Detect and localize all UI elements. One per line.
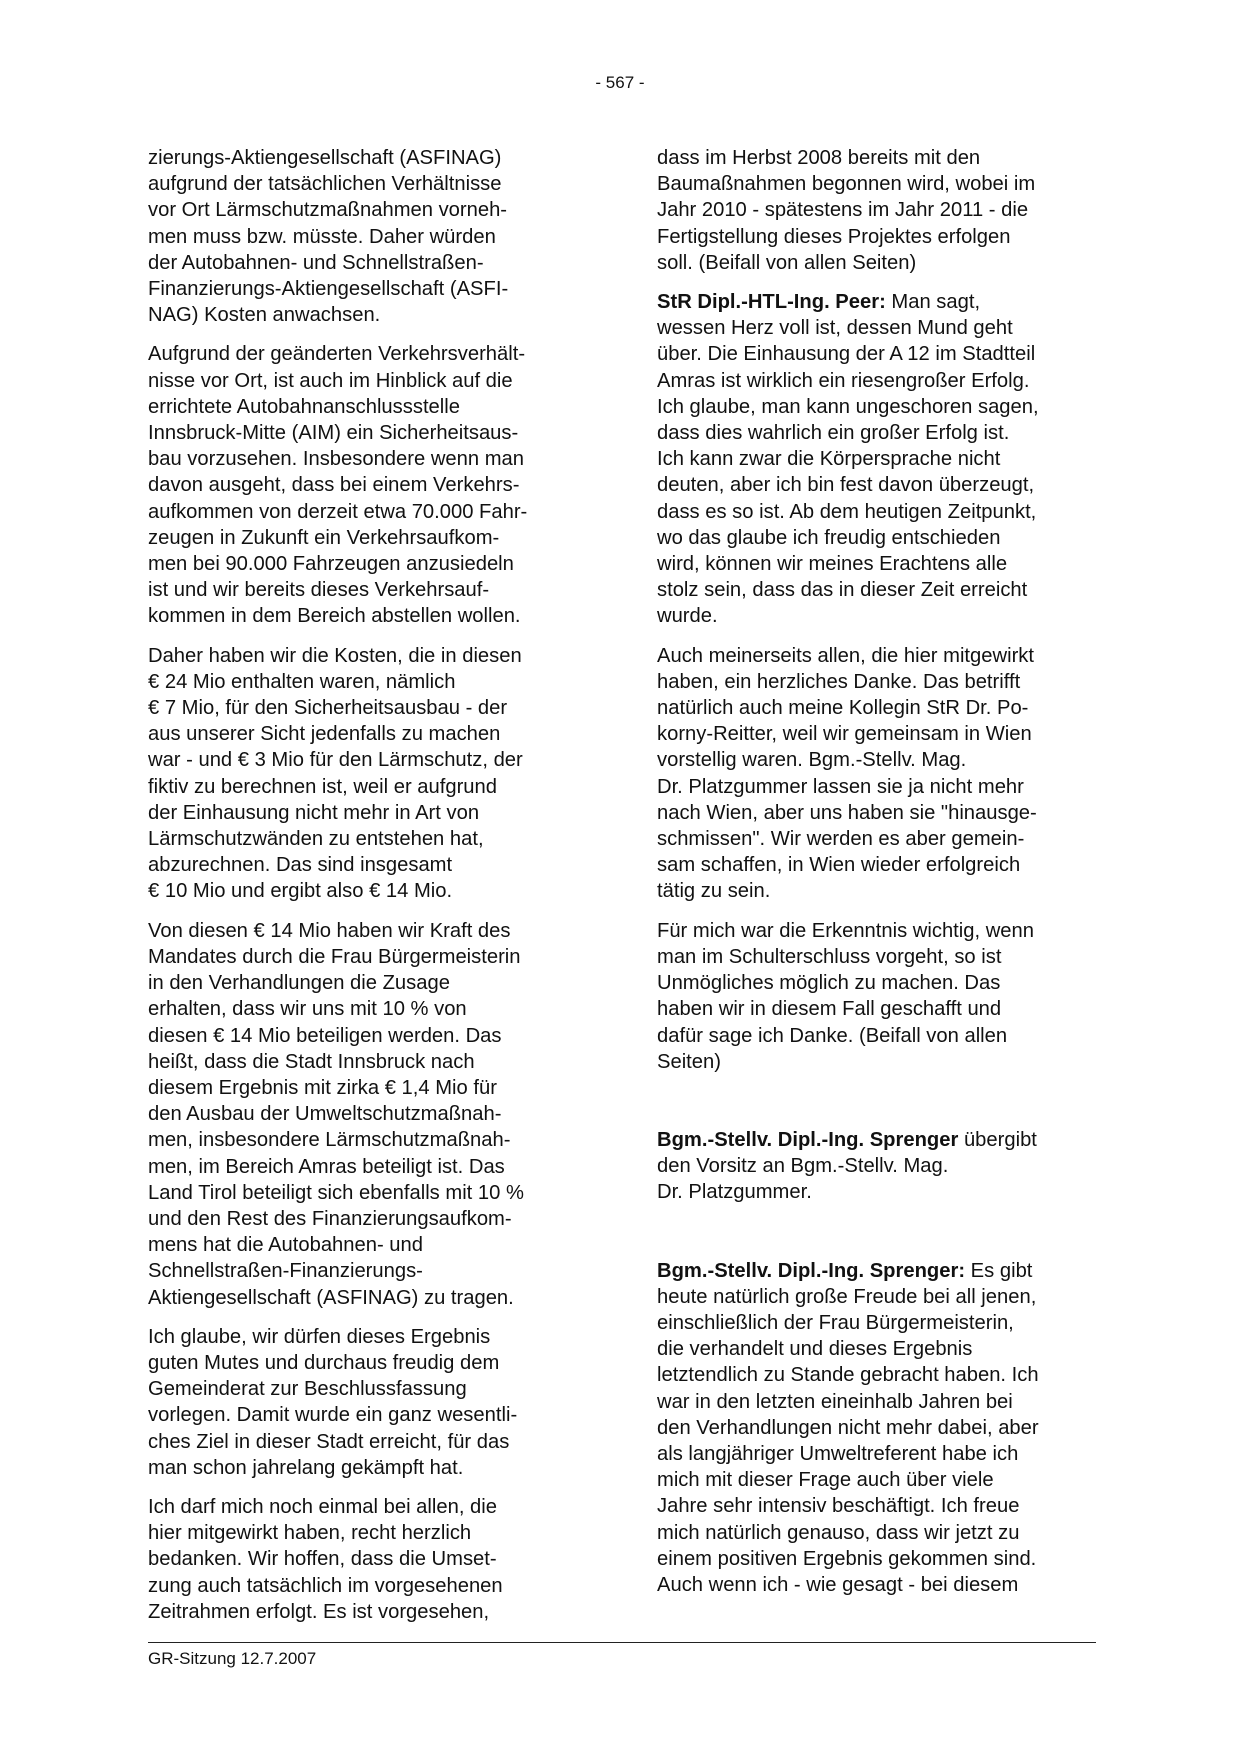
footer-session-date: GR-Sitzung 12.7.2007: [148, 1649, 317, 1668]
paragraph: [148, 1324, 588, 1481]
text-line: davon ausgeht, dass bei einem Verkehrs-: [148, 474, 520, 497]
text-line: wo das glaube ich freudig entschieden: [657, 526, 1001, 549]
page-number: - 567 -: [595, 73, 645, 92]
text-line: kommen in dem Bereich abstellen wollen.: [148, 605, 521, 628]
text-line: Dr. Platzgummer lassen sie ja nicht mehr: [657, 775, 1024, 798]
text-line: war in den letzten eineinhalb Jahren bei: [657, 1390, 1013, 1413]
text-line: Gemeinderat zur Beschlussfassung: [148, 1378, 467, 1401]
text-line: vor Ort Lärmschutzmaßnahmen vorneh-: [148, 199, 508, 222]
text-line: errichtete Autobahnanschlussstelle: [148, 395, 460, 418]
text-line: Jahr 2010 - spätestens im Jahr 2011 - die: [657, 199, 1029, 222]
text-line: der Autobahnen- und Schnellstraßen-: [148, 251, 484, 274]
text-line: den Vorsitz an Bgm.-Stellv. Mag.: [657, 1155, 949, 1178]
text-line: bau vorzusehen. Insbesondere wenn man: [148, 448, 524, 471]
text-line: diesem Ergebnis mit zirka € 1,4 Mio für: [148, 1076, 497, 1099]
text-line: Aktiengesellschaft (ASFINAG) zu tragen.: [148, 1286, 514, 1309]
text-line: dafür sage ich Danke. (Beifall von allen: [657, 1024, 1008, 1047]
text-line: nach Wien, aber uns haben sie "hinausge-: [657, 801, 1037, 824]
text-line: und den Rest des Finanzierungsaufkom-: [148, 1207, 512, 1230]
text-line: Es gibt: [965, 1259, 1033, 1282]
text-line: Ich glaube, wir dürfen dieses Ergebnis: [148, 1325, 491, 1348]
text-line: Ich glaube, man kann ungeschoren sagen,: [657, 395, 1039, 418]
text-line: den Verhandlungen nicht mehr dabei, aber: [657, 1416, 1039, 1439]
text-line: mens hat die Autobahnen- und: [148, 1234, 423, 1257]
text-line: zung auch tatsächlich im vorgesehenen: [148, 1574, 503, 1597]
paragraph: [148, 918, 588, 1311]
text-line: wird, können wir meines Erachtens alle: [657, 553, 1008, 576]
text-line: Schnellstraßen-Finanzierungs-: [148, 1260, 423, 1283]
text-line: diesen € 14 Mio beteiligen werden. Das: [148, 1024, 502, 1047]
text-line: natürlich auch meine Kollegin StR Dr. Po-: [657, 697, 1029, 720]
text-line: Lärmschutzwänden zu entstehen hat,: [148, 828, 484, 851]
text-line: zeugen in Zukunft ein Verkehrsaufkom-: [148, 526, 500, 549]
text-line: heißt, dass die Stadt Innsbruck nach: [148, 1050, 475, 1073]
text-line: einschließlich der Frau Bürgermeisterin,: [657, 1311, 1014, 1334]
text-line: Für mich war die Erkenntnis wichtig, wenn: [657, 919, 1034, 942]
text-line: abzurechnen. Das sind insgesamt: [148, 854, 453, 877]
text-line: tätig zu sein.: [657, 880, 771, 903]
text-line: Aufgrund der geänderten Verkehrsverhält-: [148, 343, 526, 366]
text-line: deuten, aber ich bin fest davon überzeugt,: [657, 474, 1035, 497]
text-line: guten Mutes und durchaus freudig dem: [148, 1351, 500, 1374]
text-line: Auch wenn ich - wie gesagt - bei diesem: [657, 1573, 1019, 1596]
text-line: Zeitrahmen erfolgt. Es ist vorgesehen,: [148, 1600, 490, 1623]
text-line: korny-Reitter, weil wir gemeinsam in Wien: [657, 723, 1032, 746]
text-line: aufkommen von derzeit etwa 70.000 Fahr-: [148, 500, 528, 523]
text-line: in den Verhandlungen die Zusage: [148, 972, 450, 995]
text-line: hier mitgewirkt haben, recht herzlich: [148, 1522, 472, 1545]
text-line: Mandates durch die Frau Bürgermeisterin: [148, 945, 521, 968]
text-line: dass es so ist. Ab dem heutigen Zeitpunkt,: [657, 500, 1037, 523]
text-line: bedanken. Wir hoffen, dass die Umset-: [148, 1548, 497, 1571]
text-line: Amras ist wirklich ein riesengroßer Erfolg.: [657, 369, 1030, 392]
text-line: vorstellig waren. Bgm.-Stellv. Mag.: [657, 749, 967, 772]
text-line: Land Tirol beteiligt sich ebenfalls mit 10 %: [148, 1181, 524, 1204]
text-line: sam schaffen, in Wien wieder erfolgreich: [657, 854, 1021, 877]
text-line: heute natürlich große Freude bei all jenen,: [657, 1285, 1037, 1308]
text-line: NAG) Kosten anwachsen.: [148, 304, 381, 327]
paragraph: [148, 145, 588, 328]
text-line: schmissen". Wir werden es aber gemein-: [657, 828, 1025, 851]
paragraph: [148, 643, 588, 905]
paragraph: [657, 1127, 1097, 1206]
text-line: vorlegen. Damit wurde ein ganz wesentli-: [148, 1404, 518, 1427]
text-line: mich mit dieser Frage auch über viele: [657, 1469, 994, 1492]
text-line: zierungs-Aktiengesellschaft (ASFINAG): [148, 147, 502, 169]
text-line: übergibt: [958, 1128, 1037, 1151]
text-line: über. Die Einhausung der A 12 im Stadtteil: [657, 343, 1036, 366]
text-line: Ich kann zwar die Körpersprache nicht: [657, 448, 1001, 471]
text-line: die verhandelt und dieses Ergebnis: [657, 1338, 973, 1361]
text-line: Innsbruck-Mitte (AIM) ein Sicherheitsaus-: [148, 422, 519, 445]
text-line: Daher haben wir die Kosten, die in diesen: [148, 644, 522, 667]
text-line: stolz sein, dass das in dieser Zeit erreicht: [657, 579, 1028, 602]
text-line: wessen Herz voll ist, dessen Mund geht: [657, 317, 1013, 340]
text-line: dass im Herbst 2008 bereits mit den: [657, 147, 981, 169]
text-line: Jahre sehr intensiv beschäftigt. Ich freue: [657, 1495, 1020, 1518]
paragraph: [657, 289, 1097, 630]
text-line: aufgrund der tatsächlichen Verhältnisse: [148, 173, 502, 196]
text-line: Seiten): [657, 1050, 721, 1073]
right-column: [657, 145, 1097, 1611]
paragraph: [148, 341, 588, 629]
text-line: men bei 90.000 Fahrzeugen anzusiedeln: [148, 553, 514, 576]
text-line: Unmögliches möglich zu machen. Das: [657, 972, 1001, 995]
text-line: Auch meinerseits allen, die hier mitgewirkt: [657, 644, 1034, 667]
text-line: Dr. Platzgummer.: [657, 1181, 812, 1204]
text-line: man schon jahrelang gekämpft hat.: [148, 1456, 464, 1479]
text-line: dass dies wahrlich ein großer Erfolg ist.: [657, 422, 1010, 445]
text-line: als langjähriger Umweltreferent habe ich: [657, 1442, 1019, 1465]
text-line: man im Schulterschluss vorgeht, so ist: [657, 945, 1002, 968]
text-line: Ich darf mich noch einmal bei allen, die: [148, 1495, 497, 1518]
text-line: war - und € 3 Mio für den Lärmschutz, der: [148, 749, 523, 772]
text-line: fiktiv zu berechnen ist, weil er aufgrund: [148, 775, 497, 798]
text-line: einem positiven Ergebnis gekommen sind.: [657, 1547, 1037, 1570]
text-line: haben, ein herzliches Danke. Das betrifft: [657, 670, 1021, 693]
text-line: ches Ziel in dieser Stadt erreicht, für das: [148, 1430, 510, 1453]
text-line: mich natürlich genauso, dass wir jetzt zu: [657, 1521, 1020, 1544]
text-line: letztendlich zu Stande gebracht haben. Ich: [657, 1364, 1039, 1387]
text-line: Man sagt,: [885, 291, 981, 314]
text-line: wurde.: [657, 605, 718, 628]
text-line: Von diesen € 14 Mio haben wir Kraft des: [148, 919, 511, 942]
text-line: ist und wir bereits dieses Verkehrsauf-: [148, 579, 490, 602]
paragraph: [148, 1494, 588, 1625]
text-line: den Ausbau der Umweltschutzmaßnah-: [148, 1103, 502, 1126]
text-line: men, insbesondere Lärmschutzmaßnah-: [148, 1129, 511, 1152]
paragraph: [657, 643, 1097, 905]
text-line: € 10 Mio und ergibt also € 14 Mio.: [148, 880, 453, 903]
speaker-name: Bgm.-Stellv. Dipl.-Ing. Sprenger: [657, 1128, 959, 1151]
left-column: [148, 145, 588, 1638]
speaker-name: StR Dipl.-HTL-Ing. Peer:: [657, 291, 886, 314]
text-line: Fertigstellung dieses Projektes erfolgen: [657, 225, 1011, 248]
text-line: men muss bzw. müsste. Daher würden: [148, 225, 496, 248]
text-line: soll. (Beifall von allen Seiten): [657, 251, 917, 274]
text-line: erhalten, dass wir uns mit 10 % von: [148, 998, 467, 1021]
footer-divider: [148, 1642, 1096, 1643]
text-line: € 24 Mio enthalten waren, nämlich: [148, 670, 456, 693]
text-line: Finanzierungs-Aktiengesellschaft (ASFI-: [148, 278, 509, 301]
paragraph: [657, 145, 1097, 276]
text-line: der Einhausung nicht mehr in Art von: [148, 801, 480, 824]
text-line: nisse vor Ort, ist auch im Hinblick auf die: [148, 369, 513, 392]
speaker-name: Bgm.-Stellv. Dipl.-Ing. Sprenger:: [657, 1259, 966, 1282]
text-line: € 7 Mio, für den Sicherheitsausbau - der: [148, 697, 508, 720]
text-line: Baumaßnahmen begonnen wird, wobei im: [657, 173, 1036, 196]
text-line: haben wir in diesem Fall geschafft und: [657, 998, 1002, 1021]
text-line: aus unserer Sicht jedenfalls zu machen: [148, 723, 501, 746]
paragraph: [657, 918, 1097, 1075]
text-line: men, im Bereich Amras beteiligt ist. Das: [148, 1155, 505, 1178]
paragraph: [657, 1258, 1097, 1599]
